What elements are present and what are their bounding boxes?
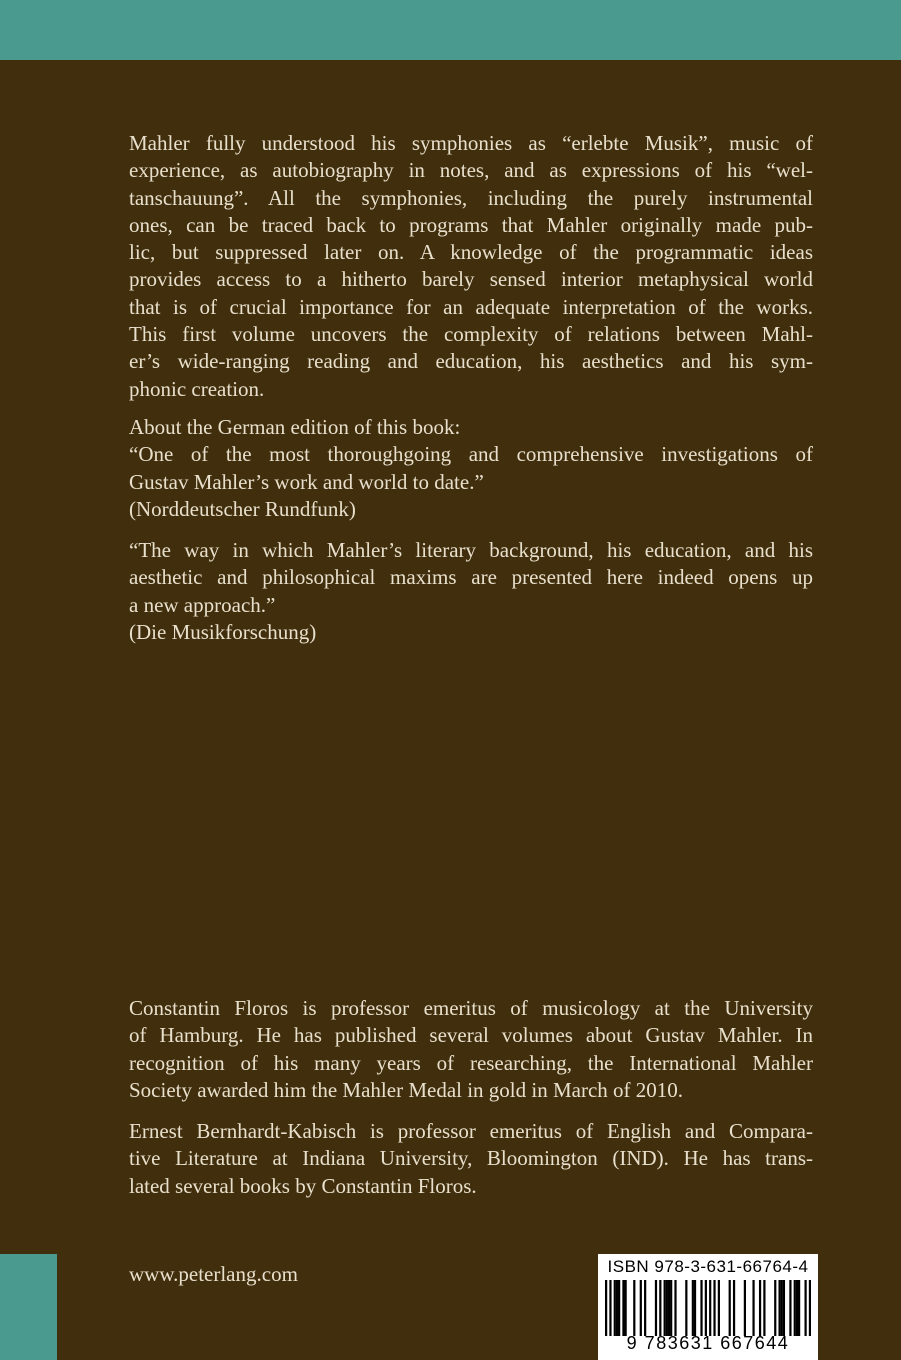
barcode-bar bbox=[763, 1280, 765, 1336]
translator-bio-line: lated several books by Constantin Floros. bbox=[129, 1173, 477, 1198]
blurb-line: lic, but suppressed later on. A knowledge of the programmatic ideas bbox=[129, 240, 813, 265]
barcode-bar bbox=[664, 1280, 666, 1336]
barcode-bar bbox=[605, 1280, 607, 1336]
barcode-bar bbox=[798, 1280, 800, 1336]
blurb-line: provides access to a hitherto barely sensed interior metaphysical world bbox=[129, 267, 813, 292]
publisher-website: www.peterlang.com bbox=[129, 1262, 298, 1286]
review-quote-line: aesthetic and philosophical maxims are presented here indeed opens up bbox=[129, 565, 813, 590]
barcode-digits: 9 783631 667644 bbox=[626, 1333, 790, 1353]
barcode-bar bbox=[609, 1280, 611, 1336]
barcode-bar bbox=[618, 1280, 620, 1336]
blurb-line: experience, as autobiography in notes, and as expressions of his “wel- bbox=[129, 158, 813, 183]
barcode-bar bbox=[804, 1280, 806, 1336]
barcode-bar bbox=[625, 1280, 627, 1336]
isbn-label: ISBN 978-3-631-66764-4 bbox=[607, 1257, 809, 1276]
barcode-bar bbox=[744, 1280, 746, 1336]
barcode-bar bbox=[705, 1280, 707, 1336]
review-source: (Die Musikforschung) bbox=[129, 619, 317, 644]
barcode-bar bbox=[789, 1280, 791, 1336]
blurb-line: er’s wide-ranging reading and education, his aesthetics and his sym- bbox=[129, 349, 813, 374]
author-bio-line: Constantin Floros is professor emeritus of musicology at the University bbox=[129, 996, 813, 1020]
barcode-bar bbox=[659, 1280, 661, 1336]
barcode-bar bbox=[644, 1280, 646, 1336]
top-teal-band bbox=[0, 0, 901, 60]
second-review bbox=[129, 537, 813, 646]
author-bio-line: recognition of his many years of researching, the International Mahler bbox=[129, 1050, 813, 1075]
german-edition-intro: About the German edition of this book: bbox=[129, 415, 461, 439]
barcode-bar bbox=[622, 1280, 624, 1336]
barcode-bar bbox=[774, 1280, 776, 1336]
barcode-bar bbox=[666, 1280, 668, 1336]
review-quote-line: “The way in which Mahler’s literary background, his education, and his bbox=[129, 538, 813, 562]
author-bio-line: Society awarded him the Mahler Medal in gold in March of 2010. bbox=[129, 1077, 684, 1102]
barcode-bar bbox=[809, 1280, 811, 1336]
translator-bio-line: tive Literature at Indiana University, Bloomington (IND). He has trans- bbox=[129, 1146, 813, 1171]
barcode-bar bbox=[674, 1280, 676, 1336]
isbn-barcode bbox=[598, 1254, 818, 1360]
blurb-line: phonic creation. bbox=[129, 376, 265, 401]
barcode-bar bbox=[655, 1280, 657, 1336]
barcode-bars bbox=[605, 1280, 811, 1336]
barcode-bar bbox=[778, 1280, 780, 1336]
barcode-bar bbox=[709, 1280, 711, 1336]
barcode-bar bbox=[616, 1280, 618, 1336]
barcode-bar bbox=[692, 1280, 694, 1336]
barcode-bar bbox=[759, 1280, 761, 1336]
blurb-line: Mahler fully understood his symphonies as “erlebte Musik”, music of bbox=[129, 131, 813, 155]
blurb-line: This first volume uncovers the complexity of relations between Mahl- bbox=[129, 322, 813, 347]
review-quote-line: Gustav Mahler’s work and world to date.” bbox=[129, 469, 484, 494]
author-bio bbox=[129, 995, 813, 1104]
review-quote-line: a new approach.” bbox=[129, 592, 276, 617]
barcode-bar bbox=[670, 1280, 672, 1336]
review-source: (Norddeutscher Rundfunk) bbox=[129, 496, 356, 521]
blurb-line: tanschauung”. All the symphonies, including the purely instrumental bbox=[129, 185, 813, 210]
blurb-line: that is of crucial importance for an adequate interpretation of the works. bbox=[129, 294, 813, 319]
barcode-bar bbox=[733, 1280, 735, 1336]
barcode-bar bbox=[796, 1280, 798, 1336]
barcode-bar bbox=[729, 1280, 731, 1336]
author-bio-line: of Hamburg. He has published several volumes about Gustav Mahler. In bbox=[129, 1023, 813, 1048]
barcode-bar bbox=[640, 1280, 642, 1336]
barcode-bar bbox=[668, 1280, 670, 1336]
barcode-bar bbox=[694, 1280, 696, 1336]
german-edition-review bbox=[129, 414, 813, 523]
translator-bio-line: Ernest Bernhardt-Kabisch is professor emeritus of English and Compara- bbox=[129, 1119, 813, 1143]
bottom-left-teal-block bbox=[0, 1254, 57, 1360]
blurb-line: ones, can be traced back to programs that Mahler originally made pub- bbox=[129, 212, 813, 237]
barcode-bar bbox=[700, 1280, 702, 1336]
barcode-bar bbox=[752, 1280, 754, 1336]
barcode-bar bbox=[794, 1280, 796, 1336]
barcode-bar bbox=[633, 1280, 635, 1336]
barcode-bar bbox=[718, 1280, 720, 1336]
translator-bio bbox=[129, 1118, 813, 1200]
barcode-bar bbox=[781, 1280, 783, 1336]
barcode-bar bbox=[783, 1280, 785, 1336]
barcode-bar bbox=[713, 1280, 715, 1336]
review-quote-line: “One of the most thoroughgoing and comprehensive investigations of bbox=[129, 442, 813, 467]
book-blurb bbox=[129, 130, 813, 403]
barcode-bar bbox=[614, 1280, 616, 1336]
barcode-bar bbox=[685, 1280, 687, 1336]
